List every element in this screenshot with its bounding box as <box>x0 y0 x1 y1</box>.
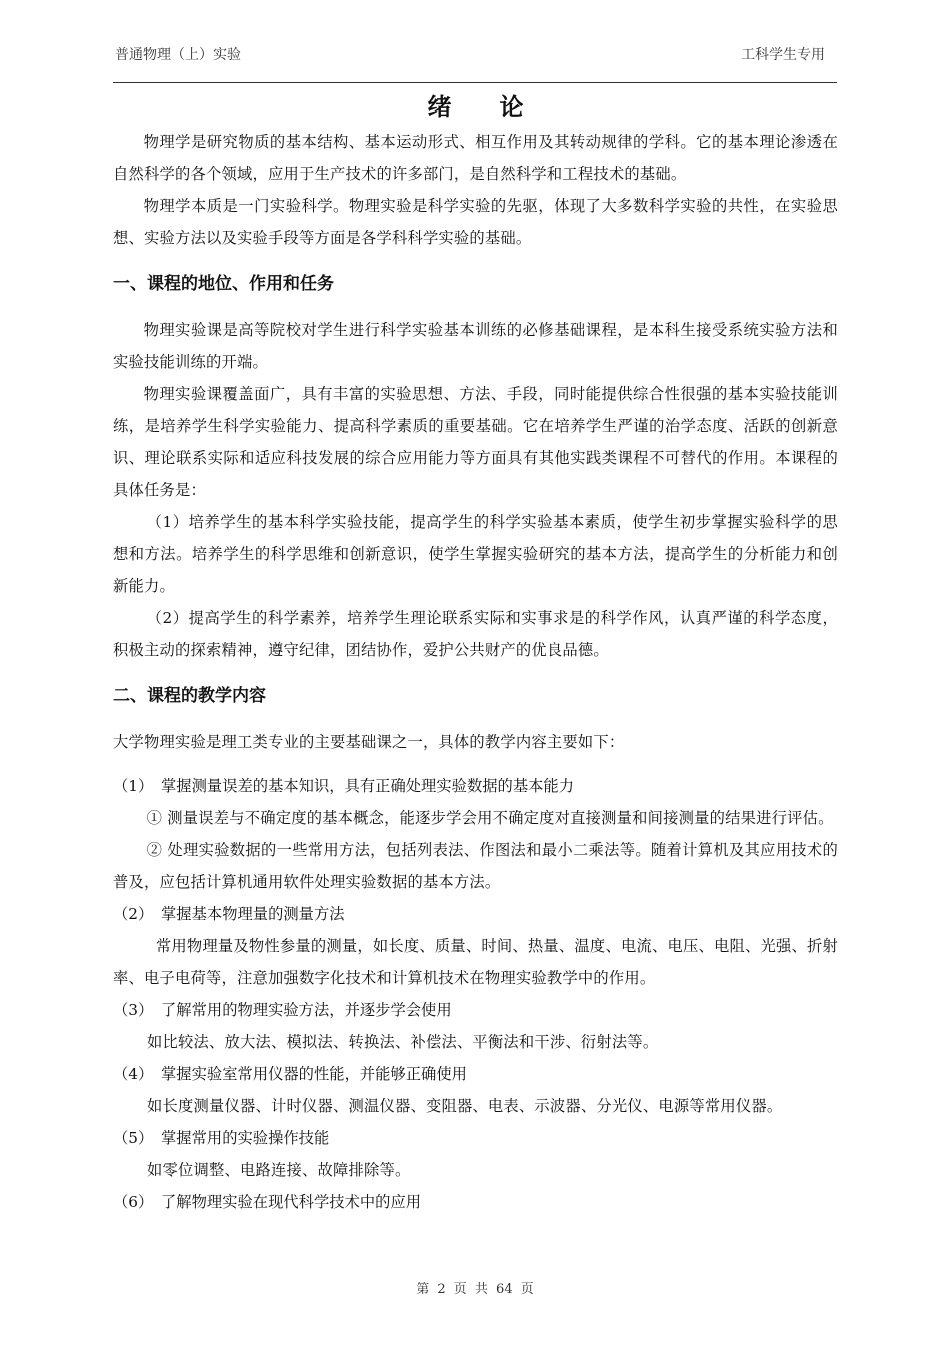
content-item <box>113 1122 838 1154</box>
section-lead: 大学物理实验是理工类专业的主要基础课之一，具体的教学内容主要如下： <box>113 733 625 751</box>
content-item <box>113 1058 838 1090</box>
item-detail: 如长度测量仪器、计时仪器、测温仪器、变阻器、电表、示波器、分光仪、电源等常用仪器。 <box>147 1097 783 1115</box>
body-paragraph: 物理实验课覆盖面广，具有丰富的实验思想、方法、手段，同时能提供综合性很强的基本实验技能训练，是培养学生科学实验能力、提高科学素质的重要基础。它在培养学生严谨的治学态度、活跃的创新意识、理论联系实际和适应科技发展的综合应用能力等方面具有其他实践类课程不可替代的作用。本课程的具体任务是： <box>113 385 838 499</box>
item-sub-point: ② 处理实验数据的一些常用方法，包括列表法、作图法和最小二乘法等。随着计算机及其应用技术的普及，应包括计算机通用软件处理实验数据的基本方法。 <box>113 841 838 891</box>
content-item <box>113 898 838 930</box>
item-number: （2） <box>113 905 154 923</box>
header-course-title: 普通物理（上）实验 <box>115 47 241 63</box>
item-number: （4） <box>113 1065 154 1083</box>
section-heading: 一、课程的地位、作用和任务 <box>113 274 334 294</box>
page-title: 绪论 <box>427 92 572 121</box>
item-number: （3） <box>113 1001 154 1019</box>
content-item <box>113 1186 838 1218</box>
item-title: 掌握常用的实验操作技能 <box>161 1129 330 1147</box>
item-number: （5） <box>113 1129 154 1147</box>
item-number: （1） <box>113 777 154 795</box>
header-audience: 工科学生专用 <box>741 47 825 63</box>
item-detail: 如零位调整、电路连接、故障排除等。 <box>147 1161 411 1179</box>
item-title: 掌握测量误差的基本知识，具有正确处理实验数据的基本能力 <box>161 777 575 795</box>
item-title: 了解常用的物理实验方法，并逐步学会使用 <box>161 1001 452 1019</box>
item-detail: 常用物理量及物性参量的测量，如长度、质量、时间、热量、温度、电流、电压、电阻、光强、折射率、电子电荷等，注意加强数字化技术和计算机技术在物理实验教学中的作用。 <box>113 937 838 987</box>
item-title: 掌握基本物理量的测量方法 <box>161 905 345 923</box>
item-number: （6） <box>113 1193 154 1211</box>
item-detail: 如比较法、放大法、模拟法、转换法、补偿法、平衡法和干涉、衍射法等。 <box>147 1033 659 1051</box>
page-footer: 第 2 页 共 64 页 <box>416 1282 534 1297</box>
item-title: 了解物理实验在现代科学技术中的应用 <box>161 1193 422 1211</box>
body-paragraph: 物理实验课是高等院校对学生进行科学实验基本训练的必修基础课程，是本科生接受系统实验方法和实验技能训练的开端。 <box>113 321 838 371</box>
content-item <box>113 994 838 1026</box>
item-sub-point: ① 测量误差与不确定度的基本概念，能逐步学会用不确定度对直接测量和间接测量的结果进行评估。 <box>146 809 834 827</box>
item-title: 掌握实验室常用仪器的性能，并能够正确使用 <box>161 1065 467 1083</box>
task-paragraph: （2）提高学生的科学素养，培养学生理论联系实际和实事求是的科学作风，认真严谨的科学态度，积极主动的探索精神，遵守纪律，团结协作，爱护公共财产的优良品德。 <box>113 609 838 659</box>
main-content <box>113 88 838 1218</box>
section-heading: 二、课程的教学内容 <box>113 686 266 706</box>
task-paragraph: （1）培养学生的基本科学实验技能，提高学生的科学实验基本素质，使学生初步掌握实验科学的思想和方法。培养学生的科学思维和创新意识，使学生掌握实验研究的基本方法，提高学生的分析能力和创新能力。 <box>113 513 838 595</box>
intro-paragraph: 物理学是研究物质的基本结构、基本运动形式、相互作用及其转动规律的学科。它的基本理论渗透在自然科学的各个领域，应用于生产技术的许多部门，是自然科学和工程技术的基础。 <box>113 133 838 183</box>
content-item <box>113 770 838 802</box>
intro-paragraph: 物理学本质是一门实验科学。物理实验是科学实验的先驱，体现了大多数科学实验的共性，在实验思想、实验方法以及实验手段等方面是各学科科学实验的基础。 <box>113 197 838 247</box>
page-header <box>113 44 837 83</box>
